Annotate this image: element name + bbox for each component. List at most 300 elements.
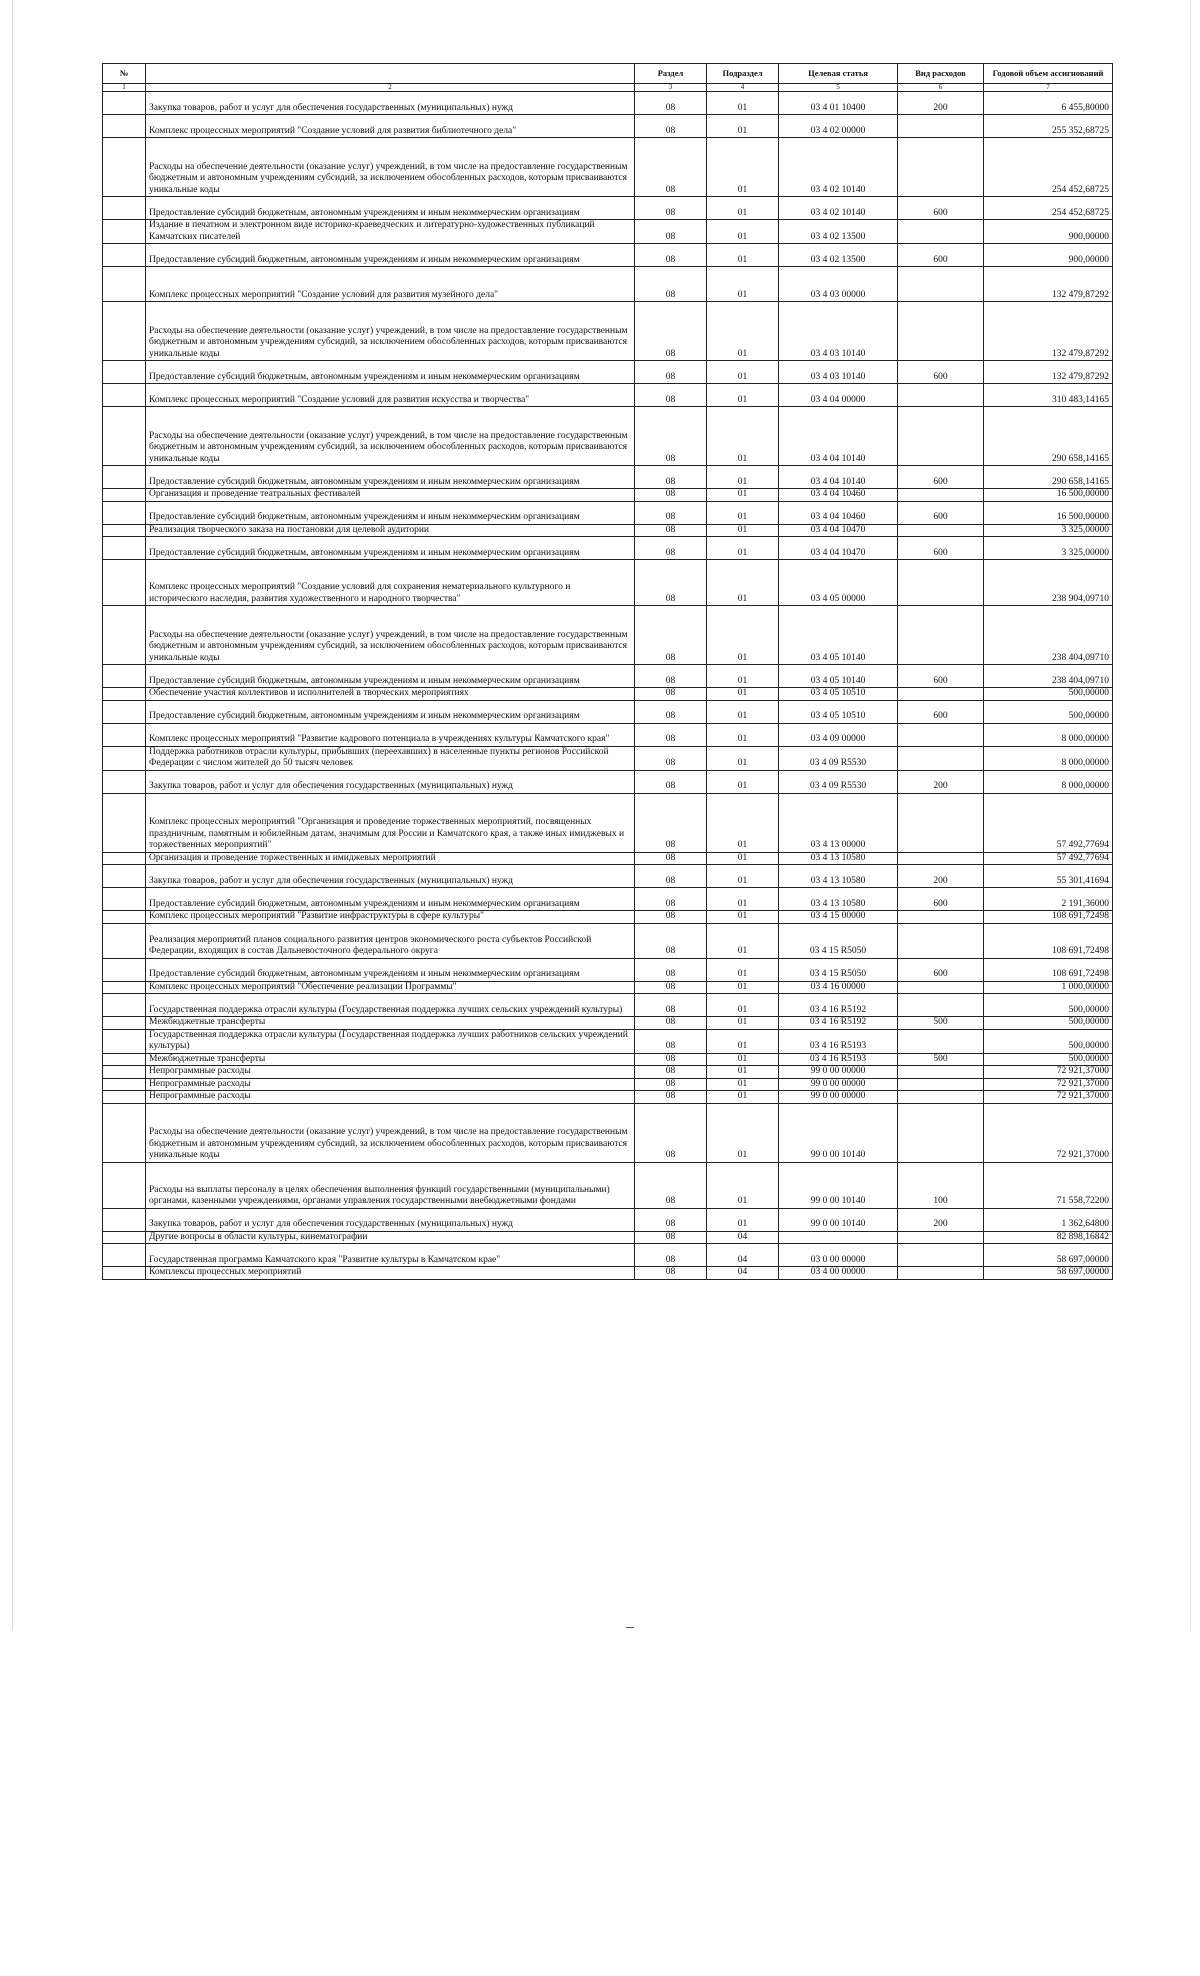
row-podrazdel-cell: 01	[707, 92, 779, 115]
row-sum-cell: 290 658,14165	[984, 466, 1113, 489]
column-number: 4	[707, 84, 779, 92]
table-row	[103, 1208, 1113, 1231]
row-razdel-cell: 08	[635, 888, 707, 911]
row-name-cell: Расходы на обеспечение деятельности (оказание услуг) учреждений, в том числе на предоставление государственным бюджетным и автономным учреждениям субсидий, за исключением обособленных расходов, которым присваиваются уникальные коды	[146, 1103, 635, 1162]
row-vid-cell: 100	[898, 1162, 984, 1208]
row-razdel-cell: 08	[635, 1208, 707, 1231]
row-number-cell	[103, 606, 146, 665]
row-vid-cell: 200	[898, 770, 984, 793]
row-vid-cell	[898, 302, 984, 361]
row-name-cell: Межбюджетные трансферты	[146, 1017, 635, 1030]
row-podrazdel-cell: 01	[707, 793, 779, 852]
budget-table	[102, 63, 1113, 1280]
row-sum-cell: 72 921,37000	[984, 1091, 1113, 1104]
table-row	[103, 537, 1113, 560]
row-name-cell: Другие вопросы в области культуры, кинематографии	[146, 1231, 635, 1244]
row-name-cell: Расходы на обеспечение деятельности (оказание услуг) учреждений, в том числе на предоставление государственным бюджетным и автономным учреждениям субсидий, за исключением обособленных расходов, которым присваиваются уникальные коды	[146, 138, 635, 197]
row-name-cell: Комплекс процессных мероприятий "Организация и проведение торжественных мероприятий, посвященных праздничным, памятным и юбилейным датам, значимым для России и Камчатского края, а также иных имиджевых и торжественных мероприятий"	[146, 793, 635, 852]
row-name-cell: Реализация творческого заказа на постановки для целевой аудитории	[146, 524, 635, 537]
row-podrazdel-cell: 01	[707, 700, 779, 723]
row-razdel-cell: 08	[635, 1091, 707, 1104]
row-vid-cell	[898, 1078, 984, 1091]
row-number-cell	[103, 244, 146, 267]
row-razdel-cell: 08	[635, 1162, 707, 1208]
row-razdel-cell: 08	[635, 981, 707, 994]
row-target-cell: 03 4 16 R5193	[779, 1053, 898, 1066]
table-row	[103, 92, 1113, 115]
row-podrazdel-cell: 01	[707, 560, 779, 606]
row-sum-cell: 132 479,87292	[984, 302, 1113, 361]
row-podrazdel-cell: 01	[707, 1162, 779, 1208]
row-podrazdel-cell: 01	[707, 865, 779, 888]
row-target-cell: 03 4 09 R5530	[779, 746, 898, 770]
row-name-cell: Комплекс процессных мероприятий "Создание условий для развития музейного дела"	[146, 267, 635, 302]
row-target-cell: 03 4 09 00000	[779, 723, 898, 746]
row-name-cell: Издание в печатном и электронном виде историко-краеведческих и литературно-художественных публикаций Камчатских писателей	[146, 220, 635, 244]
row-target-cell: 03 4 03 10140	[779, 302, 898, 361]
table-row	[103, 958, 1113, 981]
table-row	[103, 994, 1113, 1017]
row-vid-cell	[898, 384, 984, 407]
row-podrazdel-cell: 01	[707, 244, 779, 267]
row-target-cell: 03 4 05 10140	[779, 665, 898, 688]
row-name-cell: Расходы на обеспечение деятельности (оказание услуг) учреждений, в том числе на предоставление государственным бюджетным и автономным учреждениям субсидий, за исключением обособленных расходов, которым присваиваются уникальные коды	[146, 606, 635, 665]
row-razdel-cell: 08	[635, 865, 707, 888]
row-vid-cell	[898, 688, 984, 701]
row-vid-cell: 600	[898, 958, 984, 981]
row-razdel-cell: 08	[635, 1029, 707, 1053]
row-vid-cell: 200	[898, 865, 984, 888]
row-podrazdel-cell: 01	[707, 1053, 779, 1066]
row-number-cell	[103, 746, 146, 770]
row-vid-cell: 600	[898, 466, 984, 489]
row-target-cell: 03 4 16 00000	[779, 981, 898, 994]
row-razdel-cell: 08	[635, 537, 707, 560]
column-number: 1	[103, 84, 146, 92]
row-sum-cell: 254 452,68725	[984, 138, 1113, 197]
row-razdel-cell: 08	[635, 302, 707, 361]
row-number-cell	[103, 1267, 146, 1280]
row-sum-cell: 238 404,09710	[984, 665, 1113, 688]
row-target-cell: 03 4 02 13500	[779, 244, 898, 267]
row-sum-cell: 16 500,00000	[984, 489, 1113, 502]
row-name-cell: Поддержка работников отрасли культуры, прибывших (переехавших) в населенные пункты регионов Российской Федерации с числом жителей до 50 тысяч человек	[146, 746, 635, 770]
row-podrazdel-cell: 01	[707, 407, 779, 466]
header-sum: Годовой объем ассигнований	[984, 64, 1113, 84]
row-sum-cell: 500,00000	[984, 1053, 1113, 1066]
row-vid-cell	[898, 138, 984, 197]
table-row	[103, 793, 1113, 852]
row-razdel-cell: 08	[635, 560, 707, 606]
row-name-cell: Закупка товаров, работ и услуг для обеспечения государственных (муниципальных) нужд	[146, 770, 635, 793]
row-podrazdel-cell: 01	[707, 1208, 779, 1231]
table-body	[103, 92, 1113, 1280]
row-number-cell	[103, 361, 146, 384]
row-sum-cell: 500,00000	[984, 1029, 1113, 1053]
row-sum-cell: 3 325,00000	[984, 537, 1113, 560]
row-number-cell	[103, 888, 146, 911]
row-sum-cell: 82 898,16842	[984, 1231, 1113, 1244]
row-sum-cell: 254 452,68725	[984, 197, 1113, 220]
row-razdel-cell: 08	[635, 361, 707, 384]
table-row	[103, 700, 1113, 723]
row-name-cell: Закупка товаров, работ и услуг для обеспечения государственных (муниципальных) нужд	[146, 92, 635, 115]
table-row	[103, 466, 1113, 489]
row-name-cell: Организация и проведение театральных фестивалей	[146, 489, 635, 502]
row-name-cell: Комплекс процессных мероприятий "Развитие инфраструктуры в сфере культуры"	[146, 911, 635, 924]
table-row	[103, 1078, 1113, 1091]
row-vid-cell	[898, 746, 984, 770]
row-podrazdel-cell: 04	[707, 1231, 779, 1244]
row-sum-cell: 1 000,00000	[984, 981, 1113, 994]
table-row	[103, 1053, 1113, 1066]
row-name-cell: Предоставление субсидий бюджетным, автономным учреждениям и иным некоммерческим организациям	[146, 537, 635, 560]
row-target-cell: 99 0 00 10140	[779, 1103, 898, 1162]
table-row	[103, 723, 1113, 746]
row-vid-cell	[898, 220, 984, 244]
table-row	[103, 1091, 1113, 1104]
row-sum-cell: 71 558,72200	[984, 1162, 1113, 1208]
row-podrazdel-cell: 01	[707, 302, 779, 361]
row-sum-cell: 900,00000	[984, 220, 1113, 244]
row-razdel-cell: 08	[635, 407, 707, 466]
row-sum-cell: 58 697,00000	[984, 1244, 1113, 1267]
row-podrazdel-cell: 01	[707, 981, 779, 994]
table-row	[103, 560, 1113, 606]
row-vid-cell: 500	[898, 1053, 984, 1066]
table-row	[103, 244, 1113, 267]
row-target-cell: 03 4 05 10510	[779, 688, 898, 701]
table-row	[103, 220, 1113, 244]
table-row	[103, 688, 1113, 701]
row-podrazdel-cell: 01	[707, 1091, 779, 1104]
row-number-cell	[103, 501, 146, 524]
row-name-cell: Непрограммные расходы	[146, 1066, 635, 1079]
row-razdel-cell: 08	[635, 138, 707, 197]
row-sum-cell: 500,00000	[984, 1017, 1113, 1030]
row-target-cell: 03 4 01 10400	[779, 92, 898, 115]
row-sum-cell: 1 362,64800	[984, 1208, 1113, 1231]
row-podrazdel-cell: 01	[707, 138, 779, 197]
row-sum-cell: 8 000,00000	[984, 746, 1113, 770]
table-row	[103, 606, 1113, 665]
row-sum-cell: 72 921,37000	[984, 1078, 1113, 1091]
row-vid-cell	[898, 489, 984, 502]
page-mark	[626, 1627, 634, 1628]
row-razdel-cell: 08	[635, 852, 707, 865]
table-row	[103, 1029, 1113, 1053]
row-podrazdel-cell: 01	[707, 1103, 779, 1162]
row-podrazdel-cell: 01	[707, 489, 779, 502]
row-vid-cell	[898, 723, 984, 746]
row-podrazdel-cell: 01	[707, 1029, 779, 1053]
row-name-cell: Государственная программа Камчатского края "Развитие культуры в Камчатском крае"	[146, 1244, 635, 1267]
row-number-cell	[103, 923, 146, 958]
row-sum-cell: 108 691,72498	[984, 958, 1113, 981]
row-target-cell: 03 4 02 00000	[779, 115, 898, 138]
row-target-cell: 03 4 04 10470	[779, 524, 898, 537]
row-number-cell	[103, 852, 146, 865]
row-vid-cell	[898, 1091, 984, 1104]
row-vid-cell: 600	[898, 361, 984, 384]
header-podrazdel: Подраздел	[707, 64, 779, 84]
table-header	[103, 64, 1113, 92]
row-target-cell: 03 4 09 R5530	[779, 770, 898, 793]
scan-edge-right	[1190, 0, 1191, 1630]
row-podrazdel-cell: 01	[707, 220, 779, 244]
row-number-cell	[103, 302, 146, 361]
row-number-cell	[103, 524, 146, 537]
header-target: Целевая статья	[779, 64, 898, 84]
row-razdel-cell: 08	[635, 1053, 707, 1066]
row-sum-cell: 6 455,80000	[984, 92, 1113, 115]
row-name-cell: Комплексы процессных мероприятий	[146, 1267, 635, 1280]
row-sum-cell: 500,00000	[984, 700, 1113, 723]
table-row	[103, 865, 1113, 888]
row-number-cell	[103, 1208, 146, 1231]
row-razdel-cell: 08	[635, 1066, 707, 1079]
row-razdel-cell: 08	[635, 923, 707, 958]
header-row	[103, 64, 1113, 84]
row-name-cell: Расходы на выплаты персоналу в целях обеспечения выполнения функций государственными (муниципальными) органами, казенными учреждениями, органами управления государственными внебюджетными фондами	[146, 1162, 635, 1208]
row-name-cell: Закупка товаров, работ и услуг для обеспечения государственных (муниципальных) нужд	[146, 865, 635, 888]
row-podrazdel-cell: 01	[707, 267, 779, 302]
row-podrazdel-cell: 01	[707, 770, 779, 793]
row-number-cell	[103, 267, 146, 302]
row-vid-cell	[898, 560, 984, 606]
row-vid-cell	[898, 407, 984, 466]
row-number-cell	[103, 793, 146, 852]
row-number-cell	[103, 911, 146, 924]
row-number-cell	[103, 220, 146, 244]
table-row	[103, 888, 1113, 911]
row-podrazdel-cell: 01	[707, 524, 779, 537]
row-vid-cell	[898, 115, 984, 138]
table-row	[103, 1103, 1113, 1162]
table-row	[103, 524, 1113, 537]
row-razdel-cell: 08	[635, 793, 707, 852]
row-name-cell: Предоставление субсидий бюджетным, автономным учреждениям и иным некоммерческим организациям	[146, 466, 635, 489]
row-podrazdel-cell: 01	[707, 1017, 779, 1030]
header-razdel: Раздел	[635, 64, 707, 84]
row-podrazdel-cell: 01	[707, 746, 779, 770]
row-razdel-cell: 08	[635, 958, 707, 981]
table-row	[103, 923, 1113, 958]
row-sum-cell: 55 301,41694	[984, 865, 1113, 888]
row-razdel-cell: 08	[635, 220, 707, 244]
row-podrazdel-cell: 01	[707, 911, 779, 924]
row-vid-cell	[898, 606, 984, 665]
row-number-cell	[103, 1244, 146, 1267]
header-name	[146, 64, 635, 84]
row-target-cell: 03 4 04 10140	[779, 466, 898, 489]
row-vid-cell: 600	[898, 501, 984, 524]
table-row	[103, 770, 1113, 793]
row-target-cell: 03 4 04 10470	[779, 537, 898, 560]
row-name-cell: Реализация мероприятий планов социального развития центров экономического роста субъектов Российской Федерации, входящих в состав Дальневосточного федерального округа	[146, 923, 635, 958]
row-number-cell	[103, 138, 146, 197]
row-target-cell: 03 4 04 10460	[779, 489, 898, 502]
row-vid-cell	[898, 524, 984, 537]
row-target-cell: 03 4 16 R5193	[779, 1029, 898, 1053]
row-vid-cell: 200	[898, 1208, 984, 1231]
table-row	[103, 267, 1113, 302]
row-target-cell: 03 4 16 R5192	[779, 994, 898, 1017]
row-name-cell: Предоставление субсидий бюджетным, автономным учреждениям и иным некоммерческим организациям	[146, 501, 635, 524]
row-name-cell: Предоставление субсидий бюджетным, автономным учреждениям и иным некоммерческим организациям	[146, 197, 635, 220]
table-row	[103, 1017, 1113, 1030]
row-number-cell	[103, 1029, 146, 1053]
row-number-cell	[103, 115, 146, 138]
row-podrazdel-cell: 01	[707, 606, 779, 665]
column-number: 5	[779, 84, 898, 92]
row-sum-cell: 238 404,09710	[984, 606, 1113, 665]
row-podrazdel-cell: 01	[707, 888, 779, 911]
row-name-cell: Государственная поддержка отрасли культуры (Государственная поддержка лучших работников сельских учреждений культуры)	[146, 1029, 635, 1053]
row-sum-cell: 108 691,72498	[984, 923, 1113, 958]
row-vid-cell: 500	[898, 1017, 984, 1030]
row-target-cell: 03 4 03 00000	[779, 267, 898, 302]
row-vid-cell	[898, 1244, 984, 1267]
row-target-cell: 03 4 04 00000	[779, 384, 898, 407]
row-podrazdel-cell: 01	[707, 197, 779, 220]
row-number-cell	[103, 407, 146, 466]
row-sum-cell: 290 658,14165	[984, 407, 1113, 466]
row-name-cell: Обеспечение участия коллективов и исполнителей в творческих мероприятиях	[146, 688, 635, 701]
row-name-cell: Предоставление субсидий бюджетным, автономным учреждениям и иным некоммерческим организациям	[146, 665, 635, 688]
row-podrazdel-cell: 01	[707, 537, 779, 560]
row-vid-cell: 600	[898, 244, 984, 267]
row-razdel-cell: 08	[635, 524, 707, 537]
row-vid-cell: 600	[898, 665, 984, 688]
row-sum-cell: 108 691,72498	[984, 911, 1113, 924]
table-row	[103, 981, 1113, 994]
row-podrazdel-cell: 01	[707, 665, 779, 688]
row-target-cell: 03 4 15 R5050	[779, 958, 898, 981]
row-sum-cell: 900,00000	[984, 244, 1113, 267]
row-target-cell: 03 4 03 10140	[779, 361, 898, 384]
row-razdel-cell: 08	[635, 197, 707, 220]
row-razdel-cell: 08	[635, 606, 707, 665]
row-name-cell: Предоставление субсидий бюджетным, автономным учреждениям и иным некоммерческим организациям	[146, 361, 635, 384]
header-vid: Вид расходов	[898, 64, 984, 84]
table-row	[103, 361, 1113, 384]
row-vid-cell: 600	[898, 197, 984, 220]
scan-edge-left	[12, 0, 13, 1630]
table-row	[103, 501, 1113, 524]
table-row	[103, 489, 1113, 502]
row-podrazdel-cell: 01	[707, 466, 779, 489]
row-name-cell: Комплекс процессных мероприятий "Создание условий для сохранения нематериального культурного и исторического наследия, развития художественного и народного творчества"	[146, 560, 635, 606]
row-target-cell: 03 4 02 10140	[779, 197, 898, 220]
row-razdel-cell: 08	[635, 92, 707, 115]
row-sum-cell: 57 492,77694	[984, 793, 1113, 852]
row-sum-cell: 8 000,00000	[984, 770, 1113, 793]
row-sum-cell: 310 483,14165	[984, 384, 1113, 407]
row-vid-cell	[898, 852, 984, 865]
row-name-cell: Государственная поддержка отрасли культуры (Государственная поддержка лучших сельских учреждений культуры)	[146, 994, 635, 1017]
row-target-cell: 03 4 05 10510	[779, 700, 898, 723]
row-razdel-cell: 08	[635, 384, 707, 407]
row-name-cell: Предоставление субсидий бюджетным, автономным учреждениям и иным некоммерческим организациям	[146, 700, 635, 723]
table-row	[103, 384, 1113, 407]
row-number-cell	[103, 1091, 146, 1104]
row-target-cell: 03 4 02 13500	[779, 220, 898, 244]
column-number-row	[103, 84, 1113, 92]
row-vid-cell	[898, 981, 984, 994]
row-target-cell	[779, 1231, 898, 1244]
row-target-cell: 03 4 04 10460	[779, 501, 898, 524]
row-razdel-cell: 08	[635, 267, 707, 302]
row-number-cell	[103, 1103, 146, 1162]
table-row	[103, 197, 1113, 220]
table-row	[103, 1267, 1113, 1280]
table-row	[103, 1066, 1113, 1079]
row-name-cell: Комплекс процессных мероприятий "Создание условий для развития искусства и творчества"	[146, 384, 635, 407]
row-target-cell: 03 4 02 10140	[779, 138, 898, 197]
row-number-cell	[103, 865, 146, 888]
row-razdel-cell: 08	[635, 1017, 707, 1030]
row-target-cell: 03 4 13 10580	[779, 888, 898, 911]
row-razdel-cell: 08	[635, 911, 707, 924]
row-sum-cell: 255 352,68725	[984, 115, 1113, 138]
row-vid-cell	[898, 793, 984, 852]
row-target-cell: 03 4 04 10140	[779, 407, 898, 466]
row-number-cell	[103, 197, 146, 220]
row-name-cell: Предоставление субсидий бюджетным, автономным учреждениям и иным некоммерческим организациям	[146, 244, 635, 267]
row-sum-cell: 72 921,37000	[984, 1066, 1113, 1079]
row-target-cell: 03 4 16 R5192	[779, 1017, 898, 1030]
row-target-cell: 03 4 00 00000	[779, 1267, 898, 1280]
row-sum-cell: 2 191,36000	[984, 888, 1113, 911]
row-number-cell	[103, 688, 146, 701]
row-podrazdel-cell: 01	[707, 1066, 779, 1079]
row-vid-cell	[898, 267, 984, 302]
row-target-cell: 99 0 00 10140	[779, 1162, 898, 1208]
table-row	[103, 138, 1113, 197]
row-razdel-cell: 08	[635, 1244, 707, 1267]
row-vid-cell	[898, 1066, 984, 1079]
row-razdel-cell: 08	[635, 665, 707, 688]
row-number-cell	[103, 1053, 146, 1066]
row-target-cell: 03 4 05 10140	[779, 606, 898, 665]
row-razdel-cell: 08	[635, 1231, 707, 1244]
row-vid-cell	[898, 911, 984, 924]
row-vid-cell: 600	[898, 537, 984, 560]
row-name-cell: Расходы на обеспечение деятельности (оказание услуг) учреждений, в том числе на предоставление государственным бюджетным и автономным учреждениям субсидий, за исключением обособленных расходов, которым присваиваются уникальные коды	[146, 407, 635, 466]
row-razdel-cell: 08	[635, 688, 707, 701]
column-number: 7	[984, 84, 1113, 92]
table-row	[103, 852, 1113, 865]
table-row	[103, 911, 1113, 924]
table-row	[103, 1231, 1113, 1244]
row-number-cell	[103, 981, 146, 994]
row-razdel-cell: 08	[635, 466, 707, 489]
row-name-cell: Предоставление субсидий бюджетным, автономным учреждениям и иным некоммерческим организациям	[146, 888, 635, 911]
row-podrazdel-cell: 01	[707, 1078, 779, 1091]
row-vid-cell: 600	[898, 888, 984, 911]
row-sum-cell: 132 479,87292	[984, 267, 1113, 302]
row-vid-cell	[898, 994, 984, 1017]
row-sum-cell: 57 492,77694	[984, 852, 1113, 865]
row-target-cell: 03 4 15 00000	[779, 911, 898, 924]
row-razdel-cell: 08	[635, 723, 707, 746]
row-podrazdel-cell: 04	[707, 1267, 779, 1280]
row-vid-cell	[898, 923, 984, 958]
row-target-cell: 03 0 00 00000	[779, 1244, 898, 1267]
row-razdel-cell: 08	[635, 770, 707, 793]
row-number-cell	[103, 958, 146, 981]
